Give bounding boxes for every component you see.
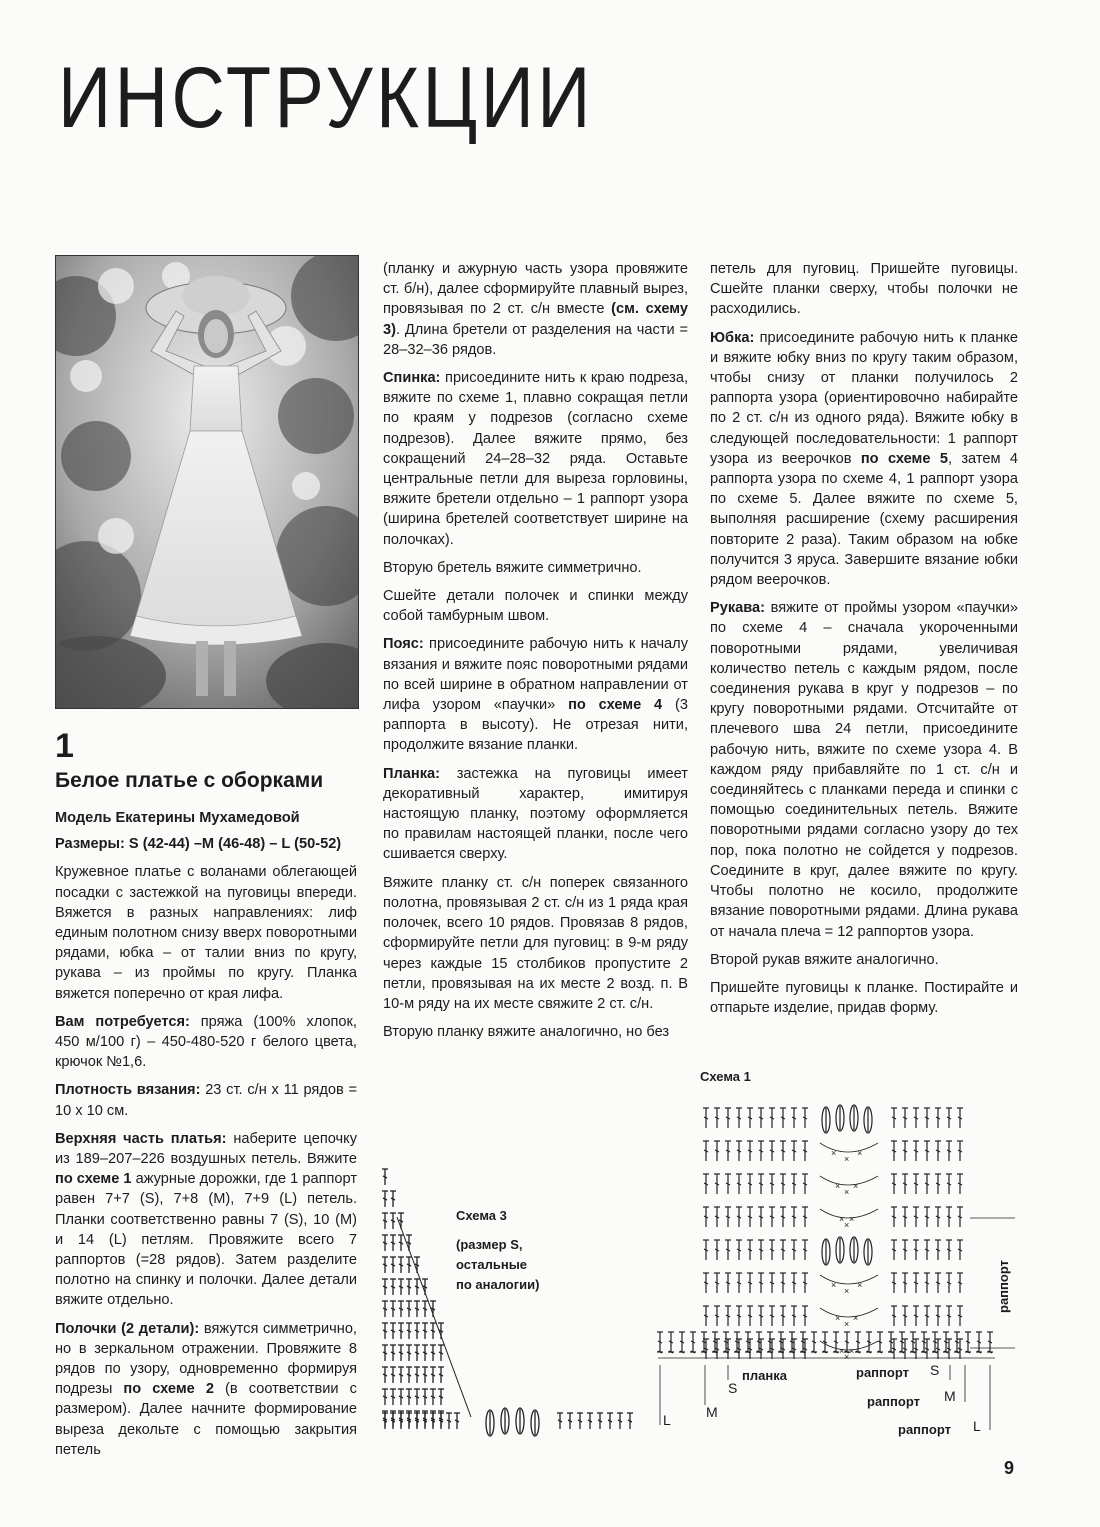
scheme1-rapport-m: раппорт xyxy=(867,1394,920,1409)
scheme1-size-m-right: M xyxy=(944,1388,956,1404)
stitch-dc-bar xyxy=(399,1264,403,1266)
scheme3-size-l: L xyxy=(663,1412,671,1428)
stitch-sc: × xyxy=(849,1214,855,1224)
column-3 xyxy=(710,259,1018,1026)
stitch-dc-bar xyxy=(423,1308,427,1310)
sizes: Размеры: S (42-44) –M (46-48) – L (50-52) xyxy=(55,836,342,853)
stitch-dc-bar xyxy=(407,1308,411,1310)
stitch-dc-bar xyxy=(558,1420,562,1422)
scheme1-size-l-right: L xyxy=(973,1418,981,1434)
stitch-dc-bar xyxy=(578,1420,582,1422)
stitch-dc-bar xyxy=(391,1242,395,1244)
fronts-paragraph: Полочки (2 детали): вяжутся симметрично, но в зеркальном отражении. Провяжите 8 рядов по узору, одновременно формируя подрезы по схеме 2 (в соответствии с размером). Далее начните формирование выреза декольте с помощью закрытия петель xyxy=(55,1320,357,1458)
stitch-sc: × xyxy=(853,1313,859,1323)
scheme3-title: Схема 3 xyxy=(456,1208,507,1223)
scheme1-diagram xyxy=(650,1090,1020,1440)
stitch-dc-bar xyxy=(383,1264,387,1266)
stitch-dc-bar xyxy=(399,1330,403,1332)
stitch-dc-bar xyxy=(399,1286,403,1288)
stitch-sc: × xyxy=(844,1187,850,1197)
stitch-dc-bar xyxy=(407,1264,411,1266)
stitch-dc-bar xyxy=(407,1242,411,1244)
back-paragraph: Спинка: присоедините нить к краю подреза, вяжите по схеме 1, плавно сокращая петли по краям у подрезов (согласно схеме подрезов). Далее вяжите прямо, без сокращений 24–28–32 ряда. Оставьте центральные петли для выреза горловины, вяжите бретели отдельно – 1 раппорт узора (ширина бретелей соответствует ширине на полочках). xyxy=(383,370,688,548)
stitch-dc-bar xyxy=(399,1308,403,1310)
stitch-chain xyxy=(820,1143,878,1152)
stitch-dc-bar xyxy=(431,1374,435,1376)
stitch-dc-bar xyxy=(399,1374,403,1376)
stitch-dc-bar xyxy=(383,1330,387,1332)
stitch-dc-bar xyxy=(399,1242,403,1244)
stitch-dc-bar xyxy=(439,1396,443,1398)
stitch-sc: × xyxy=(844,1220,850,1230)
stitch-dc-bar xyxy=(439,1352,443,1354)
stitch-dc-bar xyxy=(455,1420,459,1422)
stitch-dc-bar xyxy=(431,1352,435,1354)
stitch-sc: × xyxy=(844,1352,850,1362)
stitch-dc-bar xyxy=(391,1396,395,1398)
stitch-sc: × xyxy=(835,1313,841,1323)
scheme1-size-m-left: M xyxy=(706,1404,718,1420)
scheme3-subtitle-3: по аналогии) xyxy=(456,1277,540,1292)
stitch-dc-bar xyxy=(431,1396,435,1398)
stitch-dc-bar xyxy=(447,1420,451,1422)
stitch-dc-bar xyxy=(391,1374,395,1376)
stitch-dc-bar xyxy=(383,1198,387,1200)
dress-photo xyxy=(55,255,359,709)
stitch-sc: × xyxy=(839,1346,845,1356)
scheme1-size-s-left: S xyxy=(728,1380,738,1396)
strap-paragraph: Вторую бретель вяжите симметрично. xyxy=(383,559,642,576)
stitch-dc-bar xyxy=(588,1420,592,1422)
stitch-sc: × xyxy=(849,1346,855,1356)
stitch-dc-bar xyxy=(391,1308,395,1310)
stitch-dc-bar xyxy=(415,1374,419,1376)
model-author: Модель Екатерины Мухамедовой xyxy=(55,810,300,826)
stitch-dc-bar xyxy=(407,1286,411,1288)
top-paragraph: Верхняя часть платья: наберите цепочку из 189–207–226 воздушных петель. Вяжите по схеме 1 ажурные дорожки, где 1 раппорт равен 7+7 (S), 7+8 (M), 7+9 (L) петель. Планки соответственно равны 7 (S), 10 (M) и 14 (L) петлям. Провяжите всего 7 раппортов (=28 рядов). Затем разделите полотно на спинку и полочки. Далее детали вяжите отдельно. xyxy=(55,1130,357,1309)
stitch-sc: × xyxy=(857,1148,863,1158)
stitch-dc-bar xyxy=(439,1374,443,1376)
sew-paragraph: Сшейте детали полочек и спинки между собой тамбурным швом. xyxy=(383,588,688,625)
stitch-dc-bar xyxy=(383,1374,387,1376)
stitch-dc-bar xyxy=(391,1330,395,1332)
scheme3-subtitle-2: остальные xyxy=(456,1257,528,1272)
stitch-dc-bar xyxy=(383,1308,387,1310)
scheme3-subtitle-1: (размер S, xyxy=(456,1237,523,1252)
stitch-dc-bar xyxy=(431,1330,435,1332)
stitch-dc-bar xyxy=(423,1396,427,1398)
skirt-paragraph: Юбка: присоедините рабочую нить к планке и вяжите юбку вниз по кругу таким образом, чтобы снизу от планки получилось 2 раппорта узора (ориентировочно набирайте по 2 ст. с/н из одного ряда). Вяжите юбку в следующей последовательности: 1 раппорт узора из веерочков по схеме 5, затем 4 раппорта узора по схеме 4, 1 раппорт узора по схеме 5. Далее вяжите по схеме 5, выполняя расширение (схему расширения повторите 2 раза). Таким образом на юбке получится 3 яруса. Завершите вязание юбки рядом веерочков. xyxy=(710,329,1019,589)
stitch-dc-bar xyxy=(383,1396,387,1398)
stitch-dc-bar xyxy=(407,1396,411,1398)
scheme1-rapport-l: раппорт xyxy=(898,1422,951,1437)
sleeve-paragraph: Рукава: вяжите от проймы узором «паучки» по схеме 4 – сначала укороченными поворотными рядами, увеличивая количество петель с каждым рядом, после соединения рукава в круг у подрезов – по кругу поворотными рядами. Отсчитайте от плечевого шва 24 петли, присоедините рабочую нить, вяжите по схеме узора 4. В каждом ряду прибавляйте по 1 ст. с/н и соединяйтесь с планками переда и спинки с помощью соединительных петель. Вяжите поворотными рядами согласно узору до тех пор, пока полотно не сойдется у подрезов. Соедините в круг, далее вяжите по кругу. Чтобы полотно не косило, продолжите вязание поворотными рядами. Длина рукава от начала плеча = 12 раппортов узора. xyxy=(710,600,1018,940)
article-number: 1 xyxy=(55,727,74,765)
stitch-sc: × xyxy=(857,1280,863,1290)
stitch-dc-bar xyxy=(391,1286,395,1288)
stitch-sc: × xyxy=(835,1181,841,1191)
stitch-sc: × xyxy=(839,1214,845,1224)
stitch-dc-bar xyxy=(568,1420,572,1422)
stitch-dc-bar xyxy=(399,1396,403,1398)
neckline-curve xyxy=(397,1217,471,1417)
sleeve2-paragraph: Второй рукав вяжите аналогично. xyxy=(710,951,939,968)
stitch-dc-bar xyxy=(383,1352,387,1354)
scheme1-rapport-vertical: раппорт xyxy=(996,1260,1011,1313)
stitch-dc-bar xyxy=(608,1420,612,1422)
stitch-dc-bar xyxy=(415,1352,419,1354)
stitch-dc-bar xyxy=(423,1374,427,1376)
stitch-dc-bar xyxy=(618,1420,622,1422)
page-title: ИНСТРУКЦИИ xyxy=(58,50,594,146)
stitch-dc-bar xyxy=(383,1286,387,1288)
stitch-dc-bar xyxy=(407,1352,411,1354)
placket-paragraph-3: Вторую планку вяжите аналогично, но без xyxy=(383,1024,670,1041)
stitch-sc: × xyxy=(853,1181,859,1191)
stitch-dc-bar xyxy=(415,1264,419,1266)
stitch-sc: × xyxy=(831,1148,837,1158)
column-2 xyxy=(383,259,688,1050)
density-paragraph: Плотность вязания: 23 ст. с/н х 11 рядов = 10 х 10 см. xyxy=(55,1082,357,1119)
stitch-sc: × xyxy=(844,1286,850,1296)
stitch-dc-bar xyxy=(399,1352,403,1354)
stitch-sc: × xyxy=(844,1319,850,1329)
column-1 xyxy=(55,728,357,1468)
scheme1-size-s-right: S xyxy=(930,1362,940,1378)
stitch-dc-bar xyxy=(391,1352,395,1354)
materials-paragraph: Вам потребуется: пряжа (100% хлопок, 450 м/100 г) – 450-480-520 г белого цвета, крючок №1,6. xyxy=(55,1013,357,1071)
stitch-dc-bar xyxy=(383,1220,387,1222)
stitch-dc-bar xyxy=(399,1220,403,1222)
belt-paragraph: Пояс: присоедините рабочую нить к началу вязания и вяжите пояс поворотными рядами по всей ширине в обратном направлении от лифа узором «паучки» по схеме 4 (3 раппорта в высоту). Не отрезая нити, продолжите вязание планки. xyxy=(383,636,689,754)
scheme1-rapport-s: раппорт xyxy=(856,1365,909,1380)
stitch-dc-bar xyxy=(423,1330,427,1332)
scheme1-planka: планка xyxy=(742,1368,787,1383)
scheme1-title: Схема 1 xyxy=(700,1069,751,1084)
finish-paragraph: Пришейте пуговицы к планке. Постирайте и отпарьте изделие, придав форму. xyxy=(710,979,1018,1017)
intro-paragraph: Кружевное платье с воланами облегающей посадки с застежкой на пуговицы впереди. Вяжется в разных направлениях: лиф единым полотном снизу вверх поворотными рядами, юбка – от талии вниз по кругу, рукава – из проймы по кругу. Планка вяжется поперечно от края лифа. xyxy=(55,864,357,1002)
stitch-dc-bar xyxy=(628,1420,632,1422)
stitch-chain xyxy=(820,1176,878,1185)
stitch-dc-bar xyxy=(598,1420,602,1422)
stitch-dc-bar xyxy=(415,1308,419,1310)
stitch-dc-bar xyxy=(407,1330,411,1332)
article-title: Белое платье с оборками xyxy=(55,769,324,792)
buttons-paragraph: петель для пуговиц. Пришейте пуговицы. Сшейте планки сверху, чтобы полочки не расходились. xyxy=(710,261,1018,318)
stitch-dc-bar xyxy=(383,1242,387,1244)
stitch-dc-bar xyxy=(383,1176,387,1178)
stitch-dc-bar xyxy=(415,1286,419,1288)
placket-paragraph-2: Вяжите планку ст. с/н поперек связанного полотна, провязывая 2 ст. с/н из 1 ряда края полочек, всего 10 рядов. Провязав 8 рядов, сформируйте петли для пуговиц: в 9-м ряду через каждые 15 столбиков пропустите 2 петли, провязывая на их месте 2 возд. п. В 10-м ряду на их месте свяжите 2 ст. с/н. xyxy=(383,874,688,1012)
stitch-dc-bar xyxy=(391,1220,395,1222)
stitch-sc: × xyxy=(831,1280,837,1290)
stitch-dc-bar xyxy=(415,1396,419,1398)
stitch-sc: × xyxy=(844,1154,850,1164)
stitch-dc-bar xyxy=(391,1198,395,1200)
placket-paragraph: Планка: застежка на пуговицы имеет декоративный характер, имитируя настоящую планку, поэтому оформляется по правилам настоящей планки, после чего сшивается сверху. xyxy=(383,765,688,863)
stitch-dc-bar xyxy=(415,1330,419,1332)
neckline-paragraph: (планку и ажурную часть узора провяжите ст. б/н), далее сформируйте плавный вырез, провязывая по 2 ст. с/н вместе (см. схему 3). Длина бретели от разделения на части = 28–32–36 рядов. xyxy=(383,261,688,358)
stitch-dc-bar xyxy=(391,1264,395,1266)
stitch-chain xyxy=(820,1308,878,1317)
scheme3-diagram xyxy=(375,1155,645,1440)
page-number: 9 xyxy=(1004,1458,1015,1478)
stitch-dc-bar xyxy=(407,1374,411,1376)
stitch-chain xyxy=(820,1275,878,1284)
stitch-dc-bar xyxy=(423,1352,427,1354)
